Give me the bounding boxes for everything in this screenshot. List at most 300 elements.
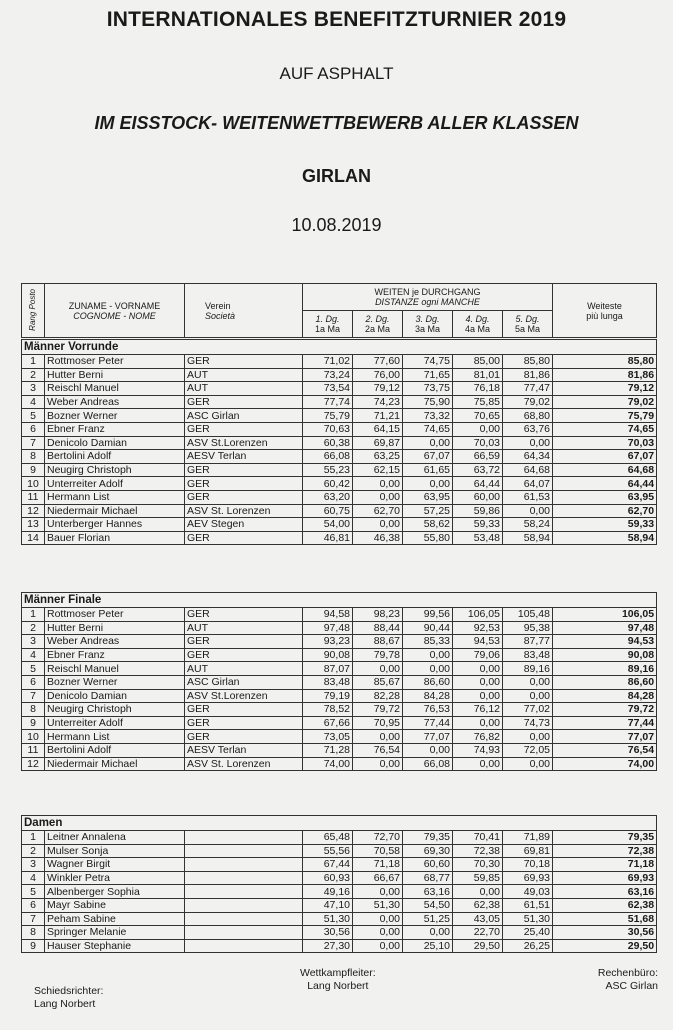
section-title: Damen <box>22 816 657 831</box>
round-4-cell: 53,48 <box>453 531 503 545</box>
name-header-de: ZUNAME - VORNAME <box>68 300 161 311</box>
table-row <box>22 608 657 622</box>
table-row <box>22 871 657 885</box>
round-5-cell: 63,76 <box>503 422 553 436</box>
name-cell: Denicolo Damian <box>45 436 185 450</box>
best-cell: 89,16 <box>553 662 657 676</box>
name-header-it: COGNOME - NOME <box>73 310 156 321</box>
round-2-cell: 0,00 <box>353 912 403 926</box>
round-1-cell: 97,48 <box>303 621 353 635</box>
round-5-cell: 58,24 <box>503 518 553 532</box>
round-5-cell: 89,16 <box>503 662 553 676</box>
club-cell: GER <box>185 730 303 744</box>
round-4-cell: 0,00 <box>453 716 503 730</box>
table-row <box>22 531 657 545</box>
round-1-cell: 94,58 <box>303 608 353 622</box>
name-cell: Bertolini Adolf <box>45 450 185 464</box>
round-2-cell: 0,00 <box>353 662 403 676</box>
name-cell: Rottmoser Peter <box>45 608 185 622</box>
round-5-cell: 64,34 <box>503 450 553 464</box>
round-1-header-it: 1a Ma <box>314 324 340 334</box>
round-3-cell: 73,32 <box>403 409 453 423</box>
round-2-cell: 64,15 <box>353 422 403 436</box>
round-3-cell: 0,00 <box>403 436 453 450</box>
table-row <box>22 912 657 926</box>
round-4-cell: 22,70 <box>453 926 503 940</box>
best-cell: 79,72 <box>553 703 657 717</box>
round-4-cell: 106,05 <box>453 608 503 622</box>
round-4-cell: 0,00 <box>453 422 503 436</box>
round-3-cell: 55,80 <box>403 531 453 545</box>
round-3-cell: 51,25 <box>403 912 453 926</box>
round-1-header: 1. Dg. <box>315 314 340 324</box>
round-4-cell: 72,38 <box>453 844 503 858</box>
round-2-cell: 0,00 <box>353 518 403 532</box>
round-2-cell: 72,70 <box>353 831 403 845</box>
round-4-cell: 0,00 <box>453 757 503 771</box>
name-cell: Mulser Sonja <box>45 844 185 858</box>
club-cell <box>185 912 303 926</box>
name-cell: Neugirg Christoph <box>45 463 185 477</box>
round-5-cell: 0,00 <box>503 504 553 518</box>
best-cell: 51,68 <box>553 912 657 926</box>
name-cell: Hutter Berni <box>45 368 185 382</box>
table-row <box>22 662 657 676</box>
club-header-it: Società <box>205 310 236 321</box>
best-cell: 81,86 <box>553 368 657 382</box>
round-5-cell: 51,30 <box>503 912 553 926</box>
club-cell <box>185 831 303 845</box>
name-cell: Unterreiter Adolf <box>45 477 185 491</box>
best-cell: 79,02 <box>553 395 657 409</box>
round-2-header: 2. Dg. <box>365 314 390 324</box>
round-4-cell: 76,82 <box>453 730 503 744</box>
club-cell: AUT <box>185 368 303 382</box>
club-cell <box>185 926 303 940</box>
club-cell: GER <box>185 703 303 717</box>
table-row <box>22 518 657 532</box>
rank-cell: 11 <box>22 743 45 757</box>
round-3-cell: 77,07 <box>403 730 453 744</box>
name-cell: Mayr Sabine <box>45 898 185 912</box>
round-5-cell: 0,00 <box>503 436 553 450</box>
rank-cell: 7 <box>22 436 45 450</box>
round-4-cell: 92,53 <box>453 621 503 635</box>
round-3-cell: 86,60 <box>403 675 453 689</box>
round-1-cell: 47,10 <box>303 898 353 912</box>
table-row <box>22 368 657 382</box>
rank-cell: 12 <box>22 504 45 518</box>
rank-cell: 5 <box>22 662 45 676</box>
event-place: GIRLAN <box>302 166 371 186</box>
round-1-cell: 73,05 <box>303 730 353 744</box>
round-2-cell: 82,28 <box>353 689 403 703</box>
round-3-cell: 66,08 <box>403 757 453 771</box>
round-1-cell: 54,00 <box>303 518 353 532</box>
event-date: 10.08.2019 <box>291 215 382 235</box>
round-1-cell: 30,56 <box>303 926 353 940</box>
round-3-cell: 74,65 <box>403 422 453 436</box>
round-5-cell: 77,02 <box>503 703 553 717</box>
round-1-cell: 63,20 <box>303 490 353 504</box>
round-5-cell: 26,25 <box>503 939 553 953</box>
round-4-cell: 0,00 <box>453 662 503 676</box>
table-row <box>22 635 657 649</box>
rank-cell: 2 <box>22 844 45 858</box>
round-2-cell: 76,54 <box>353 743 403 757</box>
club-cell: GER <box>185 463 303 477</box>
table-row <box>22 436 657 450</box>
rank-cell: 4 <box>22 871 45 885</box>
rank-cell: 2 <box>22 621 45 635</box>
round-4-cell: 29,50 <box>453 939 503 953</box>
best-cell: 64,68 <box>553 463 657 477</box>
director-label: Wettkampfleiter: <box>300 967 376 979</box>
round-2-cell: 71,18 <box>353 858 403 872</box>
club-cell: AUT <box>185 382 303 396</box>
rank-cell: 3 <box>22 858 45 872</box>
best-cell: 86,60 <box>553 675 657 689</box>
round-5-header: 5. Dg. <box>515 314 540 324</box>
name-cell: Reischl Manuel <box>45 662 185 676</box>
best-cell: 77,44 <box>553 716 657 730</box>
table-row <box>22 757 657 771</box>
club-cell: GER <box>185 490 303 504</box>
rank-cell: 2 <box>22 368 45 382</box>
round-3-cell: 84,28 <box>403 689 453 703</box>
table-row <box>22 858 657 872</box>
round-3-cell: 25,10 <box>403 939 453 953</box>
round-2-cell: 85,67 <box>353 675 403 689</box>
name-cell: Leitner Annalena <box>45 831 185 845</box>
round-2-header-it: 2a Ma <box>364 324 390 334</box>
round-4-cell: 70,65 <box>453 409 503 423</box>
club-cell: GER <box>185 422 303 436</box>
best-cell: 64,44 <box>553 477 657 491</box>
round-1-cell: 74,00 <box>303 757 353 771</box>
club-cell: ASC Girlan <box>185 409 303 423</box>
round-2-cell: 0,00 <box>353 885 403 899</box>
best-cell: 84,28 <box>553 689 657 703</box>
name-cell: Weber Andreas <box>45 395 185 409</box>
rank-cell: 9 <box>22 939 45 953</box>
competition-director <box>300 967 376 993</box>
rank-cell: 9 <box>22 716 45 730</box>
best-cell: 62,38 <box>553 898 657 912</box>
section-maenner-vorrunde <box>21 339 657 545</box>
club-cell <box>185 871 303 885</box>
club-cell: GER <box>185 716 303 730</box>
best-cell: 69,93 <box>553 871 657 885</box>
best-cell: 76,54 <box>553 743 657 757</box>
round-4-cell: 0,00 <box>453 885 503 899</box>
round-3-cell: 63,16 <box>403 885 453 899</box>
table-row <box>22 898 657 912</box>
document-title: INTERNATIONALES BENEFITZTURNIER 2019 <box>106 8 567 31</box>
director-name: Lang Norbert <box>307 980 369 992</box>
club-cell <box>185 844 303 858</box>
round-5-cell: 64,07 <box>503 477 553 491</box>
name-cell: Bertolini Adolf <box>45 743 185 757</box>
club-cell: AUT <box>185 662 303 676</box>
club-cell: ASV St. Lorenzen <box>185 504 303 518</box>
name-cell: Ebner Franz <box>45 648 185 662</box>
table-row <box>22 504 657 518</box>
round-4-cell: 76,12 <box>453 703 503 717</box>
round-5-cell: 68,80 <box>503 409 553 423</box>
round-1-cell: 51,30 <box>303 912 353 926</box>
rounds-header-it: DISTANZE ogni MANCHE <box>375 297 480 307</box>
name-cell: Weber Andreas <box>45 635 185 649</box>
round-1-cell: 90,08 <box>303 648 353 662</box>
best-cell: 90,08 <box>553 648 657 662</box>
round-1-cell: 60,93 <box>303 871 353 885</box>
round-1-cell: 66,08 <box>303 450 353 464</box>
club-cell: AEV Stegen <box>185 518 303 532</box>
round-1-cell: 83,48 <box>303 675 353 689</box>
club-cell: AUT <box>185 621 303 635</box>
name-cell: Neugirg Christoph <box>45 703 185 717</box>
round-2-cell: 76,00 <box>353 368 403 382</box>
rank-header: Rang Posto <box>28 288 37 331</box>
table-row <box>22 716 657 730</box>
rank-cell: 1 <box>22 831 45 845</box>
office-name: ASC Girlan <box>605 980 658 992</box>
round-5-cell: 0,00 <box>503 675 553 689</box>
round-1-cell: 55,56 <box>303 844 353 858</box>
rank-cell: 6 <box>22 898 45 912</box>
club-cell: GER <box>185 395 303 409</box>
round-3-cell: 0,00 <box>403 662 453 676</box>
rank-cell: 10 <box>22 477 45 491</box>
name-cell: Unterberger Hannes <box>45 518 185 532</box>
table-row <box>22 844 657 858</box>
round-5-cell: 25,40 <box>503 926 553 940</box>
round-2-cell: 63,25 <box>353 450 403 464</box>
table-row <box>22 743 657 757</box>
round-1-cell: 55,23 <box>303 463 353 477</box>
club-cell <box>185 898 303 912</box>
round-5-header-it: 5a Ma <box>514 324 540 334</box>
round-3-cell: 76,53 <box>403 703 453 717</box>
round-2-cell: 62,15 <box>353 463 403 477</box>
round-3-cell: 63,95 <box>403 490 453 504</box>
best-cell: 106,05 <box>553 608 657 622</box>
rank-cell: 5 <box>22 885 45 899</box>
club-cell: ASV St.Lorenzen <box>185 689 303 703</box>
name-cell: Rottmoser Peter <box>45 355 185 369</box>
round-4-cell: 70,41 <box>453 831 503 845</box>
round-5-cell: 61,53 <box>503 490 553 504</box>
round-2-cell: 0,00 <box>353 757 403 771</box>
best-cell: 59,33 <box>553 518 657 532</box>
table-row <box>22 463 657 477</box>
round-3-cell: 69,30 <box>403 844 453 858</box>
round-1-cell: 73,54 <box>303 382 353 396</box>
round-1-cell: 70,63 <box>303 422 353 436</box>
name-cell: Hermann List <box>45 490 185 504</box>
round-3-cell: 99,56 <box>403 608 453 622</box>
name-cell: Bozner Werner <box>45 409 185 423</box>
club-cell: GER <box>185 608 303 622</box>
club-cell: GER <box>185 635 303 649</box>
round-5-cell: 69,93 <box>503 871 553 885</box>
round-2-cell: 70,95 <box>353 716 403 730</box>
round-5-cell: 72,05 <box>503 743 553 757</box>
referee <box>34 985 103 1011</box>
round-1-cell: 71,28 <box>303 743 353 757</box>
round-2-cell: 51,30 <box>353 898 403 912</box>
round-3-header-it: 3a Ma <box>414 324 440 334</box>
round-3-header: 3. Dg. <box>415 314 440 324</box>
best-cell: 79,35 <box>553 831 657 845</box>
best-cell: 62,70 <box>553 504 657 518</box>
rank-cell: 8 <box>22 450 45 464</box>
name-cell: Winkler Petra <box>45 871 185 885</box>
round-1-cell: 49,16 <box>303 885 353 899</box>
round-2-cell: 0,00 <box>353 730 403 744</box>
club-cell: GER <box>185 531 303 545</box>
round-1-cell: 73,24 <box>303 368 353 382</box>
best-cell: 74,00 <box>553 757 657 771</box>
round-5-cell: 49,03 <box>503 885 553 899</box>
name-cell: Denicolo Damian <box>45 689 185 703</box>
round-3-cell: 58,62 <box>403 518 453 532</box>
club-cell: GER <box>185 355 303 369</box>
rank-cell: 11 <box>22 490 45 504</box>
calculation-office <box>580 967 658 993</box>
rank-cell: 3 <box>22 635 45 649</box>
round-4-cell: 66,59 <box>453 450 503 464</box>
round-5-cell: 0,00 <box>503 689 553 703</box>
round-1-cell: 71,02 <box>303 355 353 369</box>
table-row <box>22 490 657 504</box>
round-2-cell: 71,21 <box>353 409 403 423</box>
round-5-cell: 0,00 <box>503 730 553 744</box>
round-3-cell: 0,00 <box>403 926 453 940</box>
round-4-cell: 70,03 <box>453 436 503 450</box>
round-5-cell: 81,86 <box>503 368 553 382</box>
round-2-cell: 69,87 <box>353 436 403 450</box>
name-cell: Unterreiter Adolf <box>45 716 185 730</box>
best-cell: 29,50 <box>553 939 657 953</box>
round-1-cell: 67,66 <box>303 716 353 730</box>
round-4-cell: 59,85 <box>453 871 503 885</box>
round-1-cell: 67,44 <box>303 858 353 872</box>
best-cell: 70,03 <box>553 436 657 450</box>
round-5-cell: 70,18 <box>503 858 553 872</box>
round-3-cell: 54,50 <box>403 898 453 912</box>
referee-label: Schiedsrichter: <box>34 985 104 997</box>
club-cell: AESV Terlan <box>185 743 303 757</box>
round-5-cell: 85,80 <box>503 355 553 369</box>
club-cell: GER <box>185 477 303 491</box>
rank-cell: 4 <box>22 395 45 409</box>
table-row <box>22 450 657 464</box>
table-row <box>22 831 657 845</box>
rank-cell: 10 <box>22 730 45 744</box>
round-3-cell: 85,33 <box>403 635 453 649</box>
round-3-cell: 0,00 <box>403 477 453 491</box>
table-row <box>22 675 657 689</box>
round-3-cell: 90,44 <box>403 621 453 635</box>
name-cell: Niedermair Michael <box>45 757 185 771</box>
best-cell: 63,16 <box>553 885 657 899</box>
round-1-cell: 46,81 <box>303 531 353 545</box>
round-4-cell: 59,86 <box>453 504 503 518</box>
club-cell: ASV St.Lorenzen <box>185 436 303 450</box>
round-3-cell: 77,44 <box>403 716 453 730</box>
club-cell: GER <box>185 648 303 662</box>
section-title: Männer Finale <box>22 593 657 608</box>
table-row <box>22 885 657 899</box>
round-1-cell: 65,48 <box>303 831 353 845</box>
round-5-cell: 64,68 <box>503 463 553 477</box>
rank-cell: 6 <box>22 422 45 436</box>
rank-cell: 3 <box>22 382 45 396</box>
round-1-cell: 79,19 <box>303 689 353 703</box>
round-3-cell: 74,75 <box>403 355 453 369</box>
round-4-cell: 62,38 <box>453 898 503 912</box>
round-3-cell: 61,65 <box>403 463 453 477</box>
round-5-cell: 87,77 <box>503 635 553 649</box>
rank-cell: 7 <box>22 912 45 926</box>
round-1-cell: 75,79 <box>303 409 353 423</box>
name-cell: Bozner Werner <box>45 675 185 689</box>
rank-cell: 12 <box>22 757 45 771</box>
rank-cell: 7 <box>22 689 45 703</box>
round-1-cell: 93,23 <box>303 635 353 649</box>
round-5-cell: 74,73 <box>503 716 553 730</box>
best-cell: 94,53 <box>553 635 657 649</box>
round-4-cell: 94,53 <box>453 635 503 649</box>
round-3-cell: 67,07 <box>403 450 453 464</box>
name-cell: Albenberger Sophia <box>45 885 185 899</box>
round-3-cell: 60,60 <box>403 858 453 872</box>
round-1-cell: 77,74 <box>303 395 353 409</box>
rank-cell: 5 <box>22 409 45 423</box>
round-4-cell: 43,05 <box>453 912 503 926</box>
round-2-cell: 79,12 <box>353 382 403 396</box>
table-row <box>22 382 657 396</box>
round-5-cell: 69,81 <box>503 844 553 858</box>
club-cell <box>185 885 303 899</box>
round-2-cell: 77,60 <box>353 355 403 369</box>
name-cell: Wagner Birgit <box>45 858 185 872</box>
round-2-cell: 0,00 <box>353 477 403 491</box>
best-cell: 30,56 <box>553 926 657 940</box>
round-2-cell: 0,00 <box>353 926 403 940</box>
round-1-cell: 60,75 <box>303 504 353 518</box>
rank-cell: 1 <box>22 608 45 622</box>
round-4-cell: 74,93 <box>453 743 503 757</box>
round-3-cell: 73,75 <box>403 382 453 396</box>
best-cell: 75,79 <box>553 409 657 423</box>
round-5-cell: 71,89 <box>503 831 553 845</box>
name-cell: Niedermair Michael <box>45 504 185 518</box>
event-name: IM EISSTOCK- WEITENWETTBEWERB ALLER KLASSEN <box>94 113 579 133</box>
best-header-it: più lunga <box>586 310 623 321</box>
best-cell: 74,65 <box>553 422 657 436</box>
club-cell: AESV Terlan <box>185 450 303 464</box>
best-cell: 71,18 <box>553 858 657 872</box>
round-5-cell: 61,51 <box>503 898 553 912</box>
round-5-cell: 0,00 <box>503 757 553 771</box>
table-row <box>22 477 657 491</box>
round-5-cell: 79,02 <box>503 395 553 409</box>
rank-cell: 8 <box>22 926 45 940</box>
office-label: Rechenbüro: <box>597 967 658 979</box>
